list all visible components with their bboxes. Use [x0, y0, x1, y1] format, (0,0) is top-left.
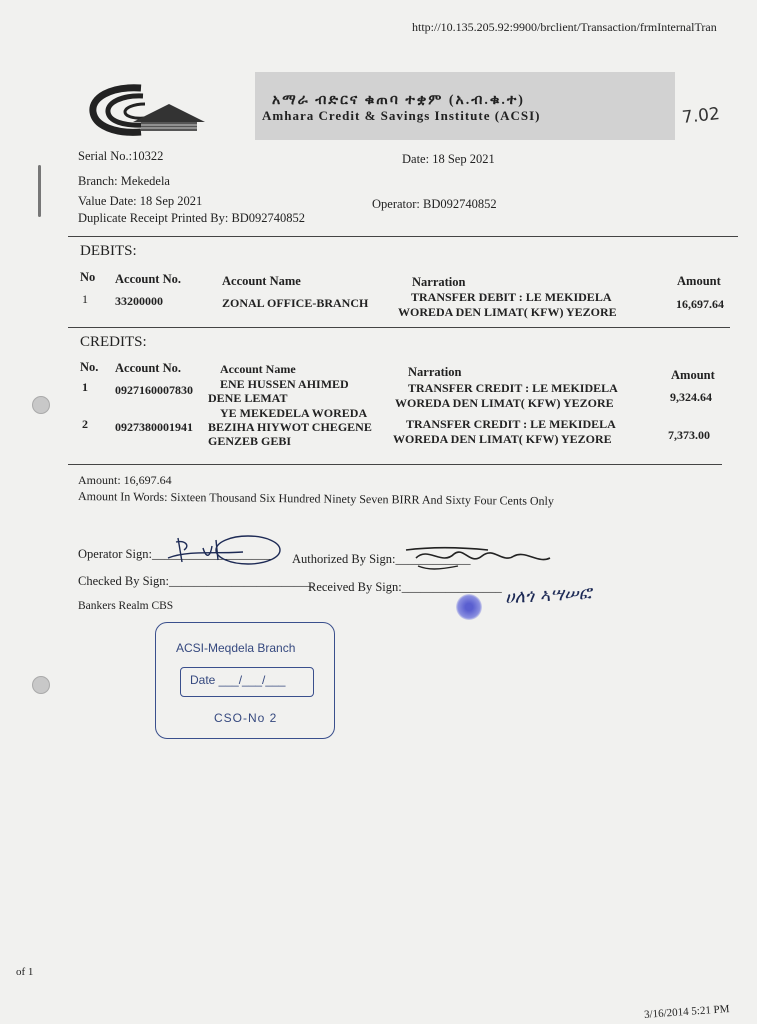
- credit-row-1-narration-line1: TRANSFER CREDIT : LE MEKIDELA: [408, 381, 618, 395]
- credit-row-2-account-name-line0: YE MEKEDELA WOREDA: [220, 406, 368, 420]
- credits-header-account-no: Account No.: [115, 361, 181, 375]
- credits-header-narration: Narration: [408, 365, 462, 379]
- handwritten-note: 7.02: [681, 104, 721, 128]
- debit-row-narration-line1: TRANSFER DEBIT : LE MEKIDELA: [411, 290, 612, 304]
- debit-row-narration-line2: WOREDA DEN LIMAT( KFW) YEZORE: [398, 305, 617, 319]
- authorized-sign: Authorized By Sign:____________: [292, 552, 471, 566]
- stamp-date: Date ___/___/___: [190, 673, 286, 687]
- receipt-date: Date: 18 Sep 2021: [402, 152, 495, 166]
- binder-hole: [32, 676, 50, 694]
- checked-sign: Checked By Sign:_______________________: [78, 574, 313, 588]
- credits-title: CREDITS:: [80, 334, 147, 350]
- credit-row-2-account-name-line1: BEZIHA HIYWOT CHEGENE: [208, 420, 372, 434]
- authorized-signature: [398, 536, 558, 576]
- page-number: of 1: [16, 966, 34, 978]
- credit-row-2-account-no: 0927380001941: [115, 420, 193, 434]
- credit-row-2-amount: 7,373.00: [668, 428, 710, 442]
- acsi-logo: [85, 80, 210, 138]
- credit-row-1-amount: 9,324.64: [670, 390, 712, 404]
- total-amount: Amount: 16,697.64: [78, 473, 172, 487]
- duplicate-printed-by: Duplicate Receipt Printed By: BD092740852: [78, 211, 306, 225]
- credit-row-2-narration-line1: TRANSFER CREDIT : LE MEKIDELA: [406, 417, 616, 431]
- received-handwriting: ሀለጎ ኣሣሠፎ: [504, 582, 592, 609]
- operator-signature: [148, 528, 283, 570]
- divider: [68, 464, 722, 465]
- divider: [68, 327, 730, 328]
- credit-row-1-account-name-line1: ENE HUSSEN AHIMED: [220, 377, 349, 391]
- branch: Branch: Mekedela: [78, 174, 170, 188]
- binder-hole: [32, 396, 50, 414]
- credit-row-1-narration-line2: WOREDA DEN LIMAT( KFW) YEZORE: [395, 396, 614, 410]
- debits-header-no: No: [80, 270, 96, 284]
- credit-row-1-account-name-line2: DENE LEMAT: [208, 391, 288, 405]
- credit-row-2-no: 2: [82, 417, 88, 431]
- credits-header-account-name: Account Name: [220, 362, 296, 376]
- staple-mark: [38, 165, 41, 217]
- org-name-amharic: አማራ ብድርና ቁጠባ ተቋም (አ.ብ.ቁ.ተ): [272, 93, 525, 108]
- credit-row-2-account-name-line2: GENZEB GEBI: [208, 434, 292, 448]
- stamp-cso: CSO-No 2: [214, 711, 278, 725]
- value-date: Value Date: 18 Sep 2021: [78, 194, 203, 208]
- debits-header-account-no: Account No.: [115, 272, 181, 286]
- debits-header-account-name: Account Name: [222, 274, 301, 288]
- amount-in-words: Amount In Words: Sixteen Thousand Six Hundred Ninety Seven BIRR And Sixty Four Cents Only: [77, 489, 554, 508]
- credit-row-1-no: 1: [82, 380, 88, 394]
- received-sign: Received By Sign:________________: [308, 580, 502, 594]
- branch-stamp: [155, 622, 335, 739]
- debits-header-narration: Narration: [412, 275, 466, 289]
- credits-header-amount: Amount: [671, 368, 715, 382]
- fingerprint-mark: [456, 594, 482, 620]
- debits-title: DEBITS:: [80, 243, 137, 259]
- org-name-english: Amhara Credit & Savings Institute (ACSI): [262, 108, 541, 123]
- printed-timestamp: 3/16/2014 5:21 PM: [643, 1003, 730, 1021]
- credit-row-2-narration-line2: WOREDA DEN LIMAT( KFW) YEZORE: [393, 432, 612, 446]
- debit-row-no: 1: [82, 292, 88, 306]
- operator: Operator: BD092740852: [372, 197, 497, 211]
- system-name: Bankers Realm CBS: [78, 600, 174, 612]
- credits-header-no: No.: [80, 360, 99, 374]
- operator-sign: Operator Sign:___________________: [78, 547, 271, 561]
- page-url: http://10.135.205.92:9900/brclient/Transaction/frmInternalTran: [412, 20, 717, 34]
- debit-row-account-no: 33200000: [115, 294, 163, 308]
- stamp-title: ACSI-Meqdela Branch: [176, 641, 296, 655]
- debit-row-account-name: ZONAL OFFICE-BRANCH: [222, 296, 369, 310]
- divider: [68, 236, 738, 237]
- serial-no: Serial No.:10322: [78, 149, 164, 163]
- credit-row-1-account-no: 0927160007830: [115, 383, 193, 397]
- debit-row-amount: 16,697.64: [676, 297, 724, 311]
- debits-header-amount: Amount: [677, 274, 721, 288]
